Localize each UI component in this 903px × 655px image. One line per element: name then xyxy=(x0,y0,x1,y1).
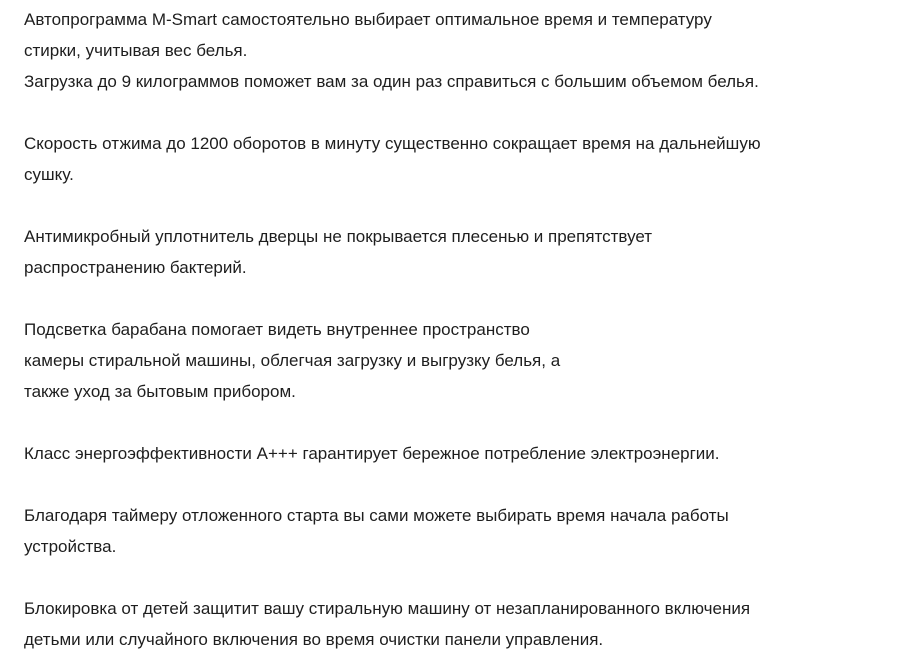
text-line: камеры стиральной машины, облегчая загрузку и выгрузку белья, а xyxy=(24,351,561,370)
text-line: Благодаря таймеру отложенного старта вы сами можете выбирать время начала работы xyxy=(24,506,729,525)
text-line: Скорость отжима до 1200 оборотов в минуту существенно сокращает время на дальнейшую xyxy=(24,134,761,153)
text-line: Блокировка от детей защитит вашу стиральную машину от незапланированного включения xyxy=(24,599,751,618)
feature-paragraph-drum-light xyxy=(24,314,899,407)
feature-paragraph-spin-speed xyxy=(24,128,899,190)
text-line: Подсветка барабана помогает видеть внутреннее пространство xyxy=(24,320,530,339)
text-line: Загрузка до 9 килограммов поможет вам за один раз справиться с большим объемом белья. xyxy=(24,72,759,91)
text-line: распространению бактерий. xyxy=(24,258,247,277)
text-line: сушку. xyxy=(24,165,74,184)
feature-paragraph-energy-class xyxy=(24,438,899,469)
text-line: стирки, учитывая вес белья. xyxy=(24,41,248,60)
feature-paragraph-antimicrobial-seal xyxy=(24,221,899,283)
text-line: также уход за бытовым прибором. xyxy=(24,382,296,401)
text-line: детьми или случайного включения во время очистки панели управления. xyxy=(24,630,604,649)
feature-paragraph-m-smart xyxy=(24,4,899,97)
text-line: Автопрограмма M-Smart самостоятельно выбирает оптимальное время и температуру xyxy=(24,10,712,29)
feature-paragraph-child-lock xyxy=(24,593,899,655)
feature-paragraph-delay-timer xyxy=(24,500,899,562)
text-line: устройства. xyxy=(24,537,117,556)
product-features-text xyxy=(24,4,899,655)
text-line: Антимикробный уплотнитель дверцы не покрывается плесенью и препятствует xyxy=(24,227,653,246)
text-line: Класс энергоэффективности А+++ гарантирует бережное потребление электроэнергии. xyxy=(24,444,720,463)
